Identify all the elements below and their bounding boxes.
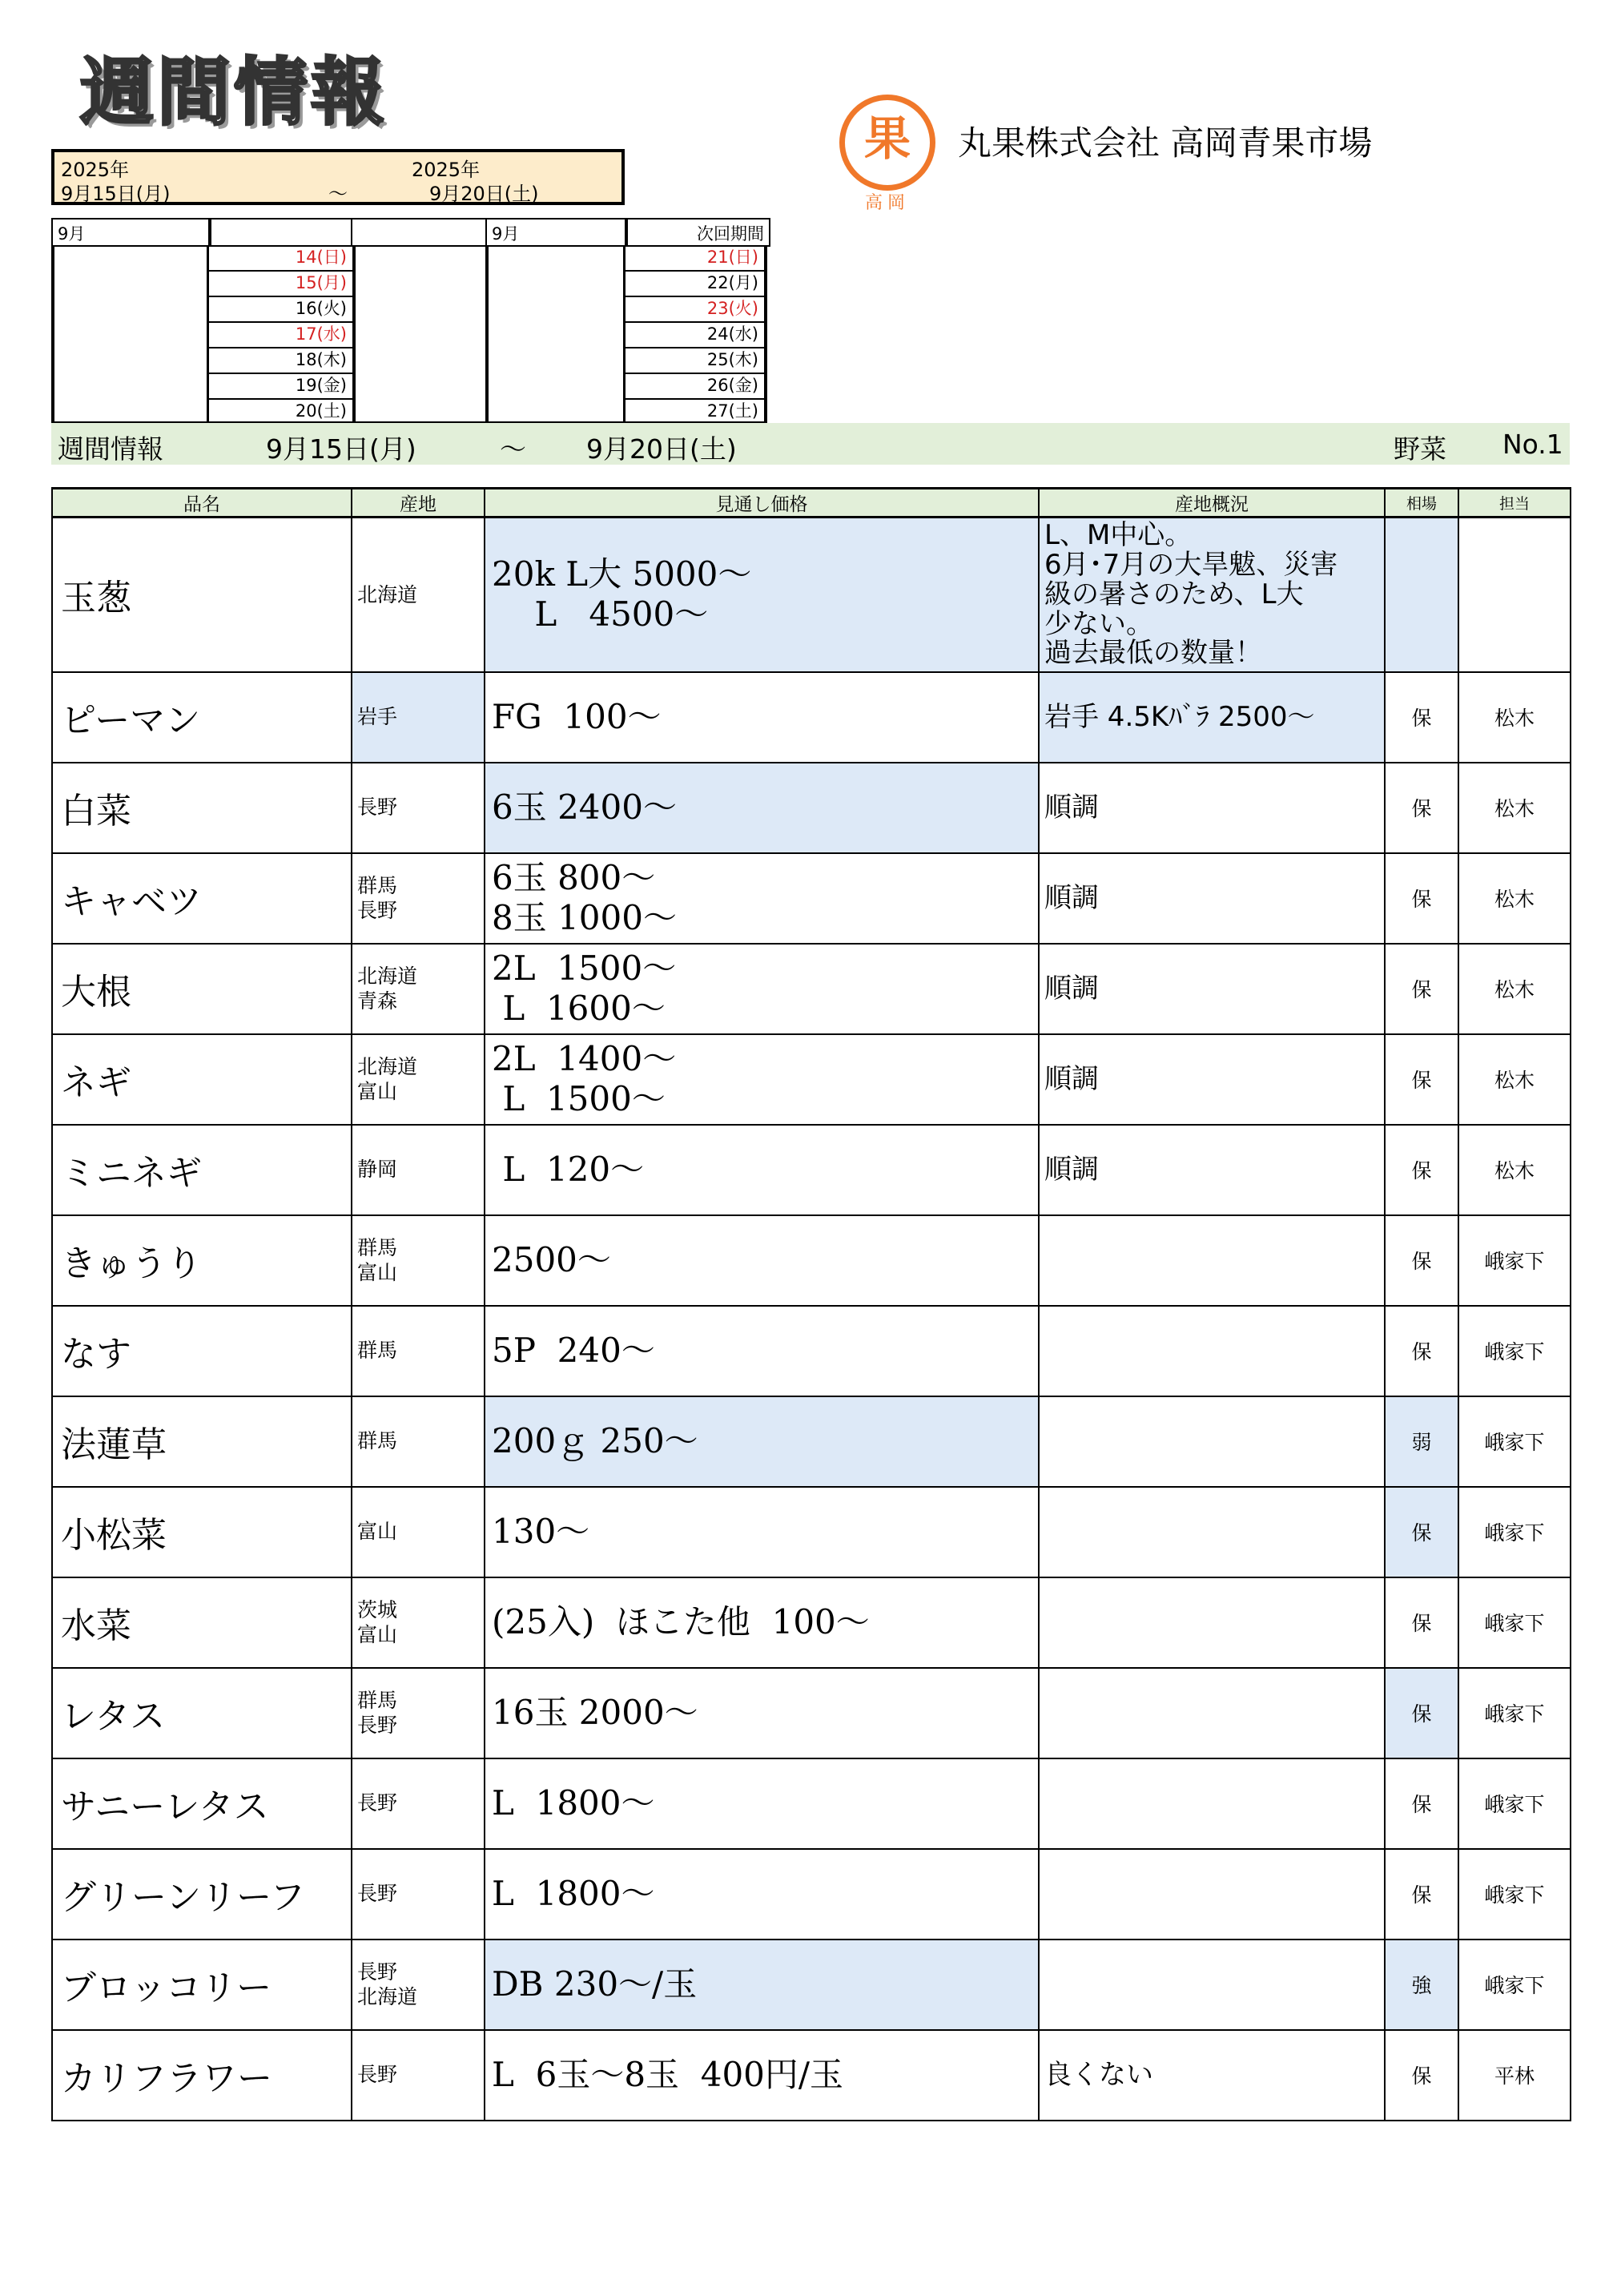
item-price: FG 100～: [485, 672, 1039, 763]
item-market: 保: [1385, 1215, 1458, 1306]
table-row: [52, 2030, 1571, 2121]
item-staff: [1458, 518, 1571, 672]
table-row: [52, 1306, 1571, 1396]
item-price: 6玉 2400～: [485, 763, 1039, 853]
item-staff: 松木: [1458, 944, 1571, 1034]
price-table: [51, 487, 1571, 2121]
item-name: キャベツ: [52, 853, 352, 944]
calendar-left-month: 9月: [51, 218, 210, 247]
header-note: 産地概況: [1039, 489, 1385, 518]
item-origin: 茨城 富山: [352, 1577, 485, 1668]
item-origin: 長野: [352, 2030, 485, 2121]
header-name: 品名: [52, 489, 352, 518]
item-origin: 静岡: [352, 1125, 485, 1215]
item-market: 弱: [1385, 1396, 1458, 1487]
item-market: 保: [1385, 1125, 1458, 1215]
header-staff: 担当: [1458, 489, 1571, 518]
item-price: 200ｇ 250～: [485, 1396, 1039, 1487]
item-note: 順調: [1039, 763, 1385, 853]
item-note: 岩手 4.5Kﾊﾞﾗ 2500～: [1039, 672, 1385, 763]
item-note: 順調: [1039, 1034, 1385, 1125]
item-name: 白菜: [52, 763, 352, 853]
item-staff: 松木: [1458, 763, 1571, 853]
calendar-day: 21(日): [625, 245, 767, 271]
item-note: L、M中心。 6月･7月の大旱魃、災害 級の暑さのため、L大 少ない。 過去最低の数量！: [1039, 518, 1385, 672]
calendar-day: 22(月): [625, 271, 767, 296]
calendar-mid-blank: [352, 218, 489, 425]
table-row: [52, 518, 1571, 672]
item-price: 2L 1400～ L 1500～: [485, 1034, 1039, 1125]
table-row: [52, 1487, 1571, 1577]
item-origin: 群馬: [352, 1396, 485, 1487]
item-staff: 峨家下: [1458, 1487, 1571, 1577]
item-price: L 1800～: [485, 1758, 1039, 1849]
period-start-year: 2025年: [61, 159, 130, 181]
table-row: [52, 763, 1571, 853]
period-end-date: 9月20日(土): [429, 183, 539, 205]
item-note: [1039, 1668, 1385, 1758]
period-end-year: 2025年: [412, 159, 481, 181]
item-name: 法蓮草: [52, 1396, 352, 1487]
item-staff: 松木: [1458, 1034, 1571, 1125]
item-origin: 北海道: [352, 518, 485, 672]
table-row: [52, 672, 1571, 763]
item-staff: 平林: [1458, 2030, 1571, 2121]
info-banner: [51, 423, 1570, 465]
item-note: [1039, 1215, 1385, 1306]
table-row: [52, 1758, 1571, 1849]
item-origin: 長野: [352, 1758, 485, 1849]
item-market: 保: [1385, 853, 1458, 944]
item-note: [1039, 1396, 1385, 1487]
logo-subtext: 高岡: [864, 193, 910, 213]
item-note: 良くない: [1039, 2030, 1385, 2121]
item-staff: 松木: [1458, 1125, 1571, 1215]
item-price: L 1800～: [485, 1849, 1039, 1940]
item-note: [1039, 1306, 1385, 1396]
calendar-left: [51, 218, 356, 425]
item-name: グリーンリーフ: [52, 1849, 352, 1940]
calendar-day: 14(日): [208, 245, 356, 271]
period-start-date: 9月15日(月): [61, 183, 171, 205]
item-market: 保: [1385, 1758, 1458, 1849]
table-header-row: [52, 489, 1571, 518]
item-price: 5P 240～: [485, 1306, 1039, 1396]
item-origin: 北海道 青森: [352, 944, 485, 1034]
calendar-day: 24(水): [625, 322, 767, 348]
item-staff: 峨家下: [1458, 1758, 1571, 1849]
item-market: 保: [1385, 1306, 1458, 1396]
item-market: 保: [1385, 1849, 1458, 1940]
header-price: 見通し価格: [485, 489, 1039, 518]
table-body: [52, 518, 1571, 2121]
banner-title: 週間情報: [58, 433, 163, 465]
item-origin: 長野: [352, 1849, 485, 1940]
item-origin: 長野 北海道: [352, 1940, 485, 2030]
banner-number: No.1: [1502, 429, 1563, 460]
item-note: 順調: [1039, 853, 1385, 944]
item-name: 大根: [52, 944, 352, 1034]
item-market: 保: [1385, 1487, 1458, 1577]
item-price: 130～: [485, 1487, 1039, 1577]
item-price: (25入) ほこた他 100～: [485, 1577, 1039, 1668]
item-name: ブロッコリー: [52, 1940, 352, 2030]
item-origin: 富山: [352, 1487, 485, 1577]
calendar-day: 18(木): [208, 348, 356, 373]
table-row: [52, 1034, 1571, 1125]
item-market: 保: [1385, 1577, 1458, 1668]
item-note: 順調: [1039, 944, 1385, 1034]
banner-end: 9月20日(土): [586, 433, 737, 465]
item-staff: 峨家下: [1458, 1668, 1571, 1758]
item-name: カリフラワー: [52, 2030, 352, 2121]
logo-symbol: 果: [863, 111, 911, 166]
item-price: 20k L大 5000～ L 4500～: [485, 518, 1039, 672]
calendar-right-next-label: 次回期間: [626, 218, 770, 247]
item-price: 6玉 800～ 8玉 1000～: [485, 853, 1039, 944]
item-origin: 群馬 長野: [352, 853, 485, 944]
banner-category: 野菜: [1394, 433, 1446, 465]
item-name: ネギ: [52, 1034, 352, 1125]
item-staff: 峨家下: [1458, 1306, 1571, 1396]
item-market: 保: [1385, 672, 1458, 763]
item-origin: 群馬 富山: [352, 1215, 485, 1306]
calendar-day: 20(土): [208, 399, 356, 425]
item-market: 保: [1385, 1668, 1458, 1758]
calendar-day: 25(木): [625, 348, 767, 373]
item-note: [1039, 1577, 1385, 1668]
item-name: 玉葱: [52, 518, 352, 672]
item-note: [1039, 1940, 1385, 2030]
item-staff: 峨家下: [1458, 1849, 1571, 1940]
calendar-day: 17(水): [208, 322, 356, 348]
table-row: [52, 1577, 1571, 1668]
calendar-day: 15(月): [208, 271, 356, 296]
company-name: 丸果株式会社 高岡青果市場: [958, 123, 1373, 163]
item-staff: 峨家下: [1458, 1577, 1571, 1668]
item-price: L 6玉～8玉 400円/玉: [485, 2030, 1039, 2121]
table-row: [52, 1396, 1571, 1487]
item-name: サニーレタス: [52, 1758, 352, 1849]
item-origin: 岩手: [352, 672, 485, 763]
table-row: [52, 853, 1571, 944]
item-market: 強: [1385, 1940, 1458, 2030]
header-origin: 産地: [352, 489, 485, 518]
table-row: [52, 1940, 1571, 2030]
header-market: 相場: [1385, 489, 1458, 518]
banner-separator: ～: [500, 433, 526, 465]
item-market: 保: [1385, 944, 1458, 1034]
calendar-day: 16(火): [208, 296, 356, 322]
calendar-left-header-blank: [210, 218, 359, 247]
item-market: [1385, 518, 1458, 672]
calendar-mid-header: [351, 218, 489, 247]
item-price: 2500～: [485, 1215, 1039, 1306]
table-row: [52, 1215, 1571, 1306]
item-note: [1039, 1758, 1385, 1849]
table-row: [52, 944, 1571, 1034]
item-origin: 群馬: [352, 1306, 485, 1396]
item-origin: 北海道 富山: [352, 1034, 485, 1125]
item-market: 保: [1385, 763, 1458, 853]
table-row: [52, 1849, 1571, 1940]
item-origin: 長野: [352, 763, 485, 853]
item-name: きゅうり: [52, 1215, 352, 1306]
item-note: [1039, 1487, 1385, 1577]
table-row: [52, 1125, 1571, 1215]
item-note: 順調: [1039, 1125, 1385, 1215]
item-note: [1039, 1849, 1385, 1940]
table-row: [52, 1668, 1571, 1758]
calendar-right-month: 9月: [485, 218, 626, 247]
item-staff: 松木: [1458, 853, 1571, 944]
item-staff: 峨家下: [1458, 1940, 1571, 2030]
item-price: 2L 1500～ L 1600～: [485, 944, 1039, 1034]
page-title: 週間情報: [80, 50, 388, 135]
item-market: 保: [1385, 1034, 1458, 1125]
item-name: なす: [52, 1306, 352, 1396]
item-staff: 峨家下: [1458, 1215, 1571, 1306]
item-name: レタス: [52, 1668, 352, 1758]
item-staff: 松木: [1458, 672, 1571, 763]
company-logo: [839, 95, 935, 191]
item-origin: 群馬 長野: [352, 1668, 485, 1758]
period-box: [51, 149, 625, 205]
calendar-day: 26(金): [625, 373, 767, 399]
item-name: ピーマン: [52, 672, 352, 763]
item-staff: 峨家下: [1458, 1396, 1571, 1487]
item-name: 水菜: [52, 1577, 352, 1668]
item-price: 16玉 2000～: [485, 1668, 1039, 1758]
period-separator: ～: [328, 183, 348, 205]
item-market: 保: [1385, 2030, 1458, 2121]
calendar-right: [485, 218, 767, 425]
item-price: DB 230～/玉: [485, 1940, 1039, 2030]
calendar-day: 19(金): [208, 373, 356, 399]
calendar-day: 27(土): [625, 399, 767, 425]
calendar-day: 23(火): [625, 296, 767, 322]
item-name: 小松菜: [52, 1487, 352, 1577]
banner-start: 9月15日(月): [266, 433, 416, 465]
item-name: ミニネギ: [52, 1125, 352, 1215]
item-price: L 120～: [485, 1125, 1039, 1215]
